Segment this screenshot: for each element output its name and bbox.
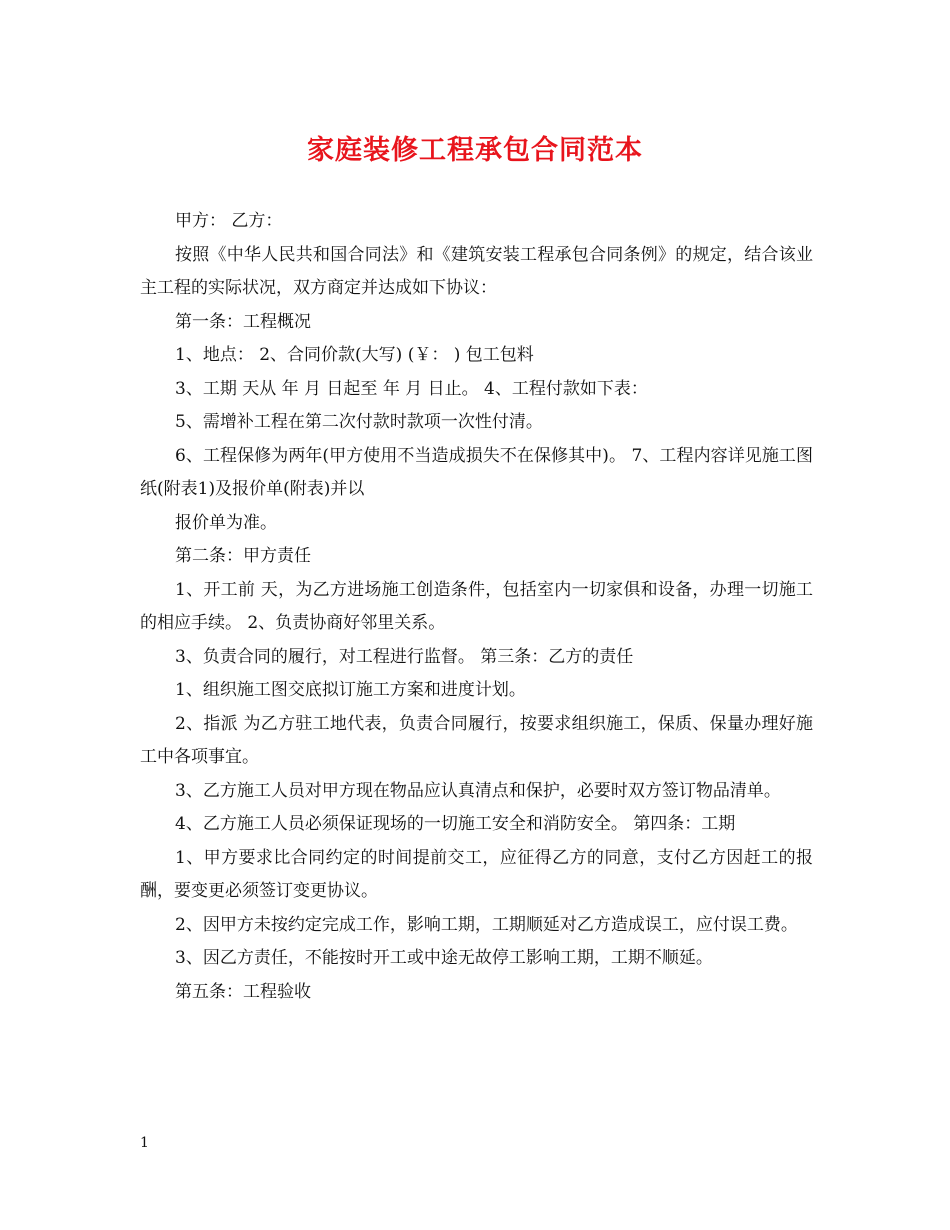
document-body — [140, 205, 813, 1009]
heading-article-2: 第二条：甲方责任 — [175, 546, 311, 566]
paragraph-party-b-duty-3: 3、乙方施工人员对甲方现在物品应认真清点和保护，必要时双方签订物品清单。 — [175, 780, 781, 801]
paragraph-location-price: 1、地点： 2、合同价款(大写) (￥： ) 包工包料 — [175, 345, 534, 365]
paragraph-schedule-2: 2、因甲方未按约定完成工作，影响工期，工期顺延对乙方造成误工，应付误工费。 — [175, 914, 798, 935]
paragraph-warranty: 6、工程保修为两年(甲方使用不当造成损失不在保修其中)。 7、工程内容详见施工图纸(附表1)及报价单(附表)并以 — [140, 445, 813, 499]
heading-article-1: 第一条：工程概况 — [175, 311, 311, 332]
paragraph-schedule-1: 1、甲方要求比合同约定的时间提前交工，应征得乙方的同意，支付乙方因赶工的报酬，要变更必须签订变更协议。 — [140, 847, 813, 901]
paragraph-party-b-duty-4: 4、乙方施工人员必须保证现场的一切施工安全和消防安全。 第四条：工期 — [175, 814, 736, 834]
paragraph-preamble: 按照《中华人民共和国合同法》和《建筑安装工程承包合同条例》的规定，结合该业主工程的实际状况，双方商定并达成如下协议： — [140, 244, 813, 298]
paragraph-additional-work: 5、需增补工程在第二次付款时款项一次性付清。 — [175, 412, 543, 432]
paragraph-party-a-duty-1: 1、开工前 天，为乙方进场施工创造条件，包括室内一切家俱和设备，办理一切施工的相应手续。 2、负责协商好邻里关系。 — [140, 579, 813, 633]
heading-article-5: 第五条：工程验收 — [175, 981, 311, 1002]
paragraph-schedule-3: 3、因乙方责任，不能按时开工或中途无故停工影响工期，工期不顺延。 — [175, 948, 713, 968]
page-number: 1 — [140, 1135, 149, 1151]
paragraph-party-b-duty-1: 1、组织施工图交底拟订施工方案和进度计划。 — [175, 680, 526, 700]
document-title: 家庭装修工程承包合同范本 — [307, 135, 643, 166]
paragraph-schedule-payment: 3、工期 天从 年 月 日起至 年 月 日止。 4、工程付款如下表： — [175, 378, 648, 399]
paragraph-parties: 甲方： 乙方： — [175, 211, 283, 231]
paragraph-party-a-duty-3: 3、负责合同的履行，对工程进行监督。 第三条：乙方的责任 — [175, 646, 634, 667]
paragraph-quotation: 报价单为准。 — [175, 512, 277, 533]
paragraph-party-b-duty-2: 2、指派 为乙方驻工地代表，负责合同履行，按要求组织施工，保质、保量办理好施工中各项事宜。 — [140, 713, 813, 767]
